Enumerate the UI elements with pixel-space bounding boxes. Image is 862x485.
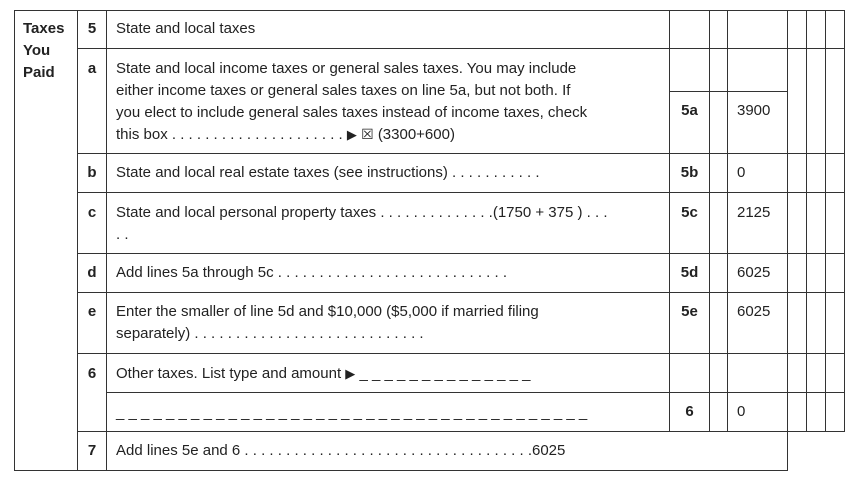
rule <box>14 10 845 11</box>
arrow-right-icon: ▶ <box>346 128 357 143</box>
rule <box>77 431 845 432</box>
line5b-text: State and local real estate taxes (see instructions) . . . . . . . . . . . <box>116 164 540 181</box>
line5a-text: State and local income taxes or general sales taxes. You may include <box>116 60 577 77</box>
line6-text-row <box>116 363 530 385</box>
line-letter-a: a <box>87 60 97 77</box>
rule <box>806 10 807 431</box>
section-title-line: Paid <box>23 64 55 81</box>
line5d-text: Add lines 5a through 5c . . . . . . . . . . . . . . . . . . . . . . . . . . . . <box>116 264 507 281</box>
checkbox-checked[interactable]: ☒ <box>361 127 374 143</box>
line-number-7: 7 <box>87 442 97 459</box>
arrow-right-icon: ▶ <box>345 367 356 382</box>
line-number-5: 5 <box>87 20 97 37</box>
amount-6[interactable]: 0 <box>737 403 746 420</box>
line5e-text: separately) . . . . . . . . . . . . . . . . . . . . . . . . . . . . <box>116 325 424 342</box>
rule <box>14 470 788 471</box>
line7-text: Add lines 5e and 6 . . . . . . . . . . . . . . . . . . . . . . . . . . . . . . . . . . . <box>116 442 532 459</box>
rule <box>669 91 787 92</box>
line5a-text: you elect to include general sales taxes instead of income taxes, check <box>116 104 588 121</box>
amount-5d[interactable]: 6025 <box>737 264 771 281</box>
line5a-text: either income taxes or general sales taxes on line 5a, but not both. If <box>116 82 571 99</box>
rule <box>77 353 845 354</box>
section-title-line: You <box>23 42 51 59</box>
section-title-line: Taxes <box>23 20 65 37</box>
line5a-note: (3300+600) <box>377 126 455 143</box>
rule <box>727 10 728 431</box>
line5a-text: this box . . . . . . . . . . . . . . . . . . . . . <box>116 126 343 143</box>
line-letter-d: d <box>87 264 97 281</box>
rule <box>77 192 845 193</box>
rule <box>77 292 845 293</box>
amount-5e[interactable]: 6025 <box>737 303 771 320</box>
other-taxes-blank[interactable]: _ _ _ _ _ _ _ _ _ _ _ _ _ _ <box>359 365 531 382</box>
rule <box>709 10 710 431</box>
amount-5b[interactable]: 0 <box>737 164 746 181</box>
rule <box>844 10 845 431</box>
other-taxes-blank[interactable]: _ _ _ _ _ _ _ _ _ _ _ _ _ _ _ _ _ _ _ _ _ _ _ _ _ _ _ _ _ _ _ _ _ _ _ _ _ _ <box>116 404 588 421</box>
rule <box>825 10 826 431</box>
amount-7[interactable]: 6025 <box>532 442 566 459</box>
line5a-text-last <box>116 124 455 146</box>
line5-label: State and local taxes <box>116 20 256 37</box>
line-code-5c: 5c <box>681 204 698 221</box>
rule <box>787 10 788 471</box>
line5c-text: State and local personal property taxes . . . . . . . . . . . . . .(1750 + 375 ) . . . <box>116 204 608 221</box>
rule <box>106 392 845 393</box>
line-code-6: 6 <box>685 403 694 420</box>
line-code-5a: 5a <box>681 102 698 119</box>
amount-5c[interactable]: 2125 <box>737 204 771 221</box>
line-letter-e: e <box>87 303 97 320</box>
line-letter-b: b <box>87 164 97 181</box>
rule <box>77 253 845 254</box>
line-code-5e: 5e <box>681 303 698 320</box>
line7-text-row <box>116 440 565 461</box>
amount-5a[interactable]: 3900 <box>737 102 771 119</box>
line-code-5d: 5d <box>680 264 699 281</box>
line-letter-c: c <box>87 204 97 221</box>
rule <box>77 153 845 154</box>
line5e-text: Enter the smaller of line 5d and $10,000 ($5,000 if married filing <box>116 303 539 320</box>
line-number-6: 6 <box>87 365 97 382</box>
rule <box>106 10 107 471</box>
rule <box>77 10 78 471</box>
rule <box>14 10 15 471</box>
line5c-text: . . <box>116 226 129 243</box>
rule <box>77 48 845 49</box>
line6-text: Other taxes. List type and amount <box>116 365 342 382</box>
line-code-5b: 5b <box>680 164 699 181</box>
